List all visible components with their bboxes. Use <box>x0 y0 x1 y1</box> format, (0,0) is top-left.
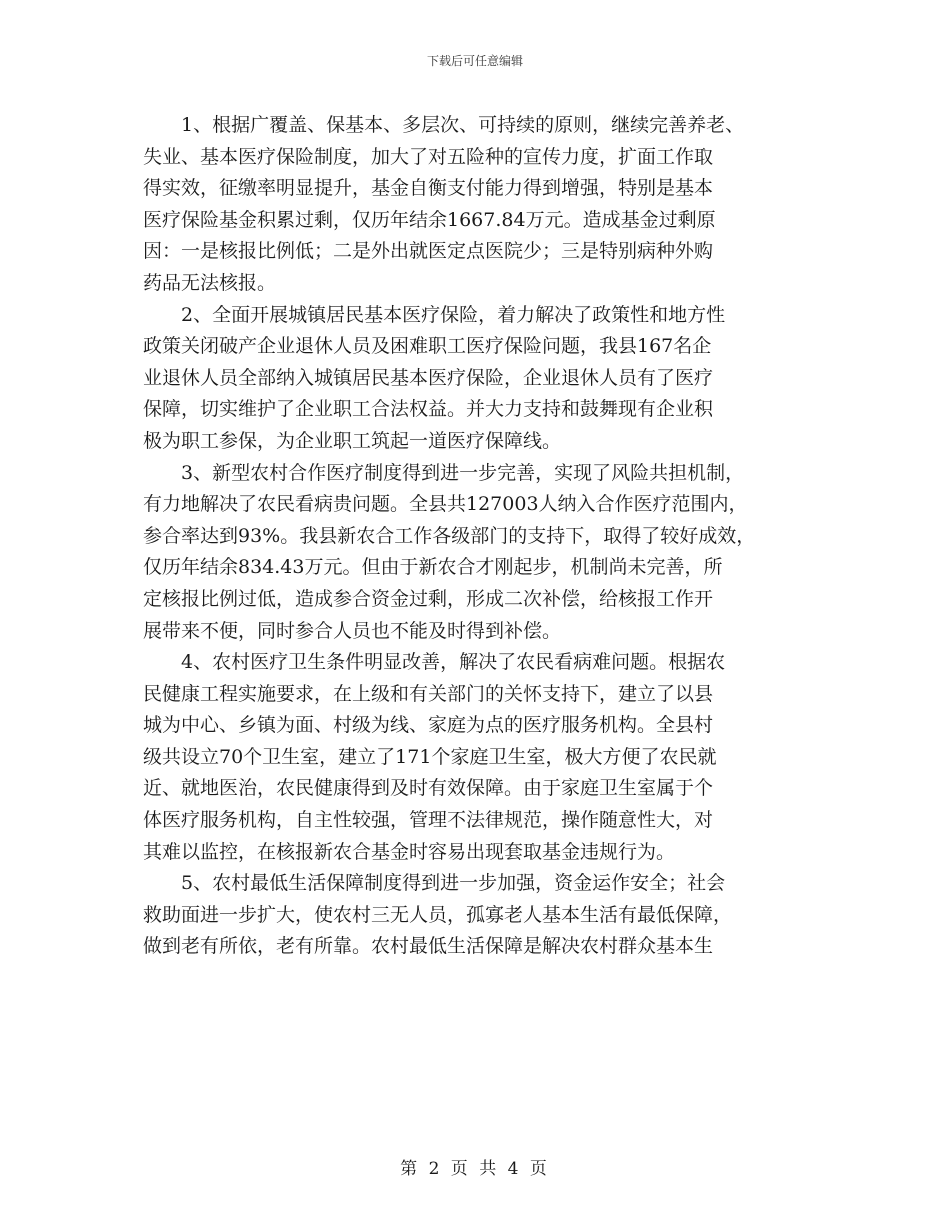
paragraph-line: 其难以监控，在核报新农合基金时容易出现套取基金违规行为。 <box>143 840 676 863</box>
paragraph-line: 级共设立70个卫生室，建立了171个家庭卫生室，极大方便了农民就 <box>143 745 717 768</box>
paragraph-line: 失业、基本医疗保险制度，加大了对五险种的宣传力度，扩面工作取 <box>143 145 714 168</box>
page-header-note: 下载后可任意编辑 <box>426 54 523 68</box>
paragraph-line: 4、农村医疗卫生条件明显改善，解决了农民看病难问题。根据农 <box>181 651 726 674</box>
paragraph-line: 近、就地医治，农民健康得到及时有效保障。由于家庭卫生室属于个 <box>143 777 714 800</box>
paragraph-line: 救助面进一步扩大，使农村三无人员，孤寡老人基本生活有最低保障， <box>143 903 733 926</box>
paragraph-line: 定核报比例过低，造成参合资金过剩，形成二次补偿，给核报工作开 <box>143 587 714 610</box>
paragraph-3 <box>143 458 823 648</box>
paragraph-line: 体医疗服务机构，自主性较强，管理不法律规范，操作随意性大，对 <box>143 809 714 832</box>
paragraph-line: 业退休人员全部纳入城镇居民基本医疗保险，企业退休人员有了医疗 <box>143 366 714 389</box>
paragraph-5 <box>143 868 823 963</box>
paragraph-4 <box>143 647 823 868</box>
paragraph-line: 民健康工程实施要求，在上级和有关部门的关怀支持下，建立了以县 <box>143 682 714 705</box>
paragraph-line: 保障，切实维护了企业职工合法权益。并大力支持和鼓舞现有企业积 <box>143 398 714 421</box>
paragraph-line: 参合率达到93%。我县新农合工作各级部门的支持下，取得了较好成效， <box>143 524 756 547</box>
page-number-footer: 第 2 页 共 4 页 <box>400 1159 550 1179</box>
paragraph-line: 3、新型农村合作医疗制度得到进一步完善，实现了风险共担机制， <box>181 461 745 484</box>
paragraph-line: 医疗保险基金积累过剩，仅历年结余1667.84万元。造成基金过剩原 <box>143 208 716 231</box>
paragraph-line: 1、根据广覆盖、保基本、多层次、可持续的原则，继续完善养老、 <box>181 114 745 136</box>
paragraph-line: 政策关闭破产企业退休人员及困难职工医疗保险问题，我县167名企 <box>143 335 712 358</box>
paragraph-2 <box>143 300 823 458</box>
document-body <box>143 110 823 963</box>
paragraph-line: 展带来不便，同时参合人员也不能及时得到补偿。 <box>143 619 562 642</box>
paragraph-line: 药品无法核报。 <box>143 271 277 294</box>
paragraph-line: 城为中心、乡镇为面、村级为线、家庭为点的医疗服务机构。全县村 <box>143 714 714 737</box>
paragraph-line: 极为职工参保，为企业职工筑起一道医疗保障线。 <box>143 429 562 452</box>
paragraph-line: 5、农村最低生活保障制度得到进一步加强，资金运作安全；社会 <box>181 872 726 895</box>
paragraph-line: 2、全面开展城镇居民基本医疗保险，着力解决了政策性和地方性 <box>181 303 726 326</box>
paragraph-line: 做到老有所依，老有所靠。农村最低生活保障是解决农村群众基本生 <box>143 935 714 958</box>
paragraph-line: 得实效，征缴率明显提升，基金自衡支付能力得到增强，特别是基本 <box>143 177 714 200</box>
paragraph-line: 因：一是核报比例低；二是外出就医定点医院少；三是特别病种外购 <box>143 240 714 263</box>
paragraph-1 <box>143 110 823 300</box>
paragraph-line: 有力地解决了农民看病贵问题。全县共127003人纳入合作医疗范围内， <box>143 493 748 516</box>
paragraph-line: 仅历年结余834.43万元。但由于新农合才刚起步，机制尚未完善，所 <box>143 556 723 579</box>
